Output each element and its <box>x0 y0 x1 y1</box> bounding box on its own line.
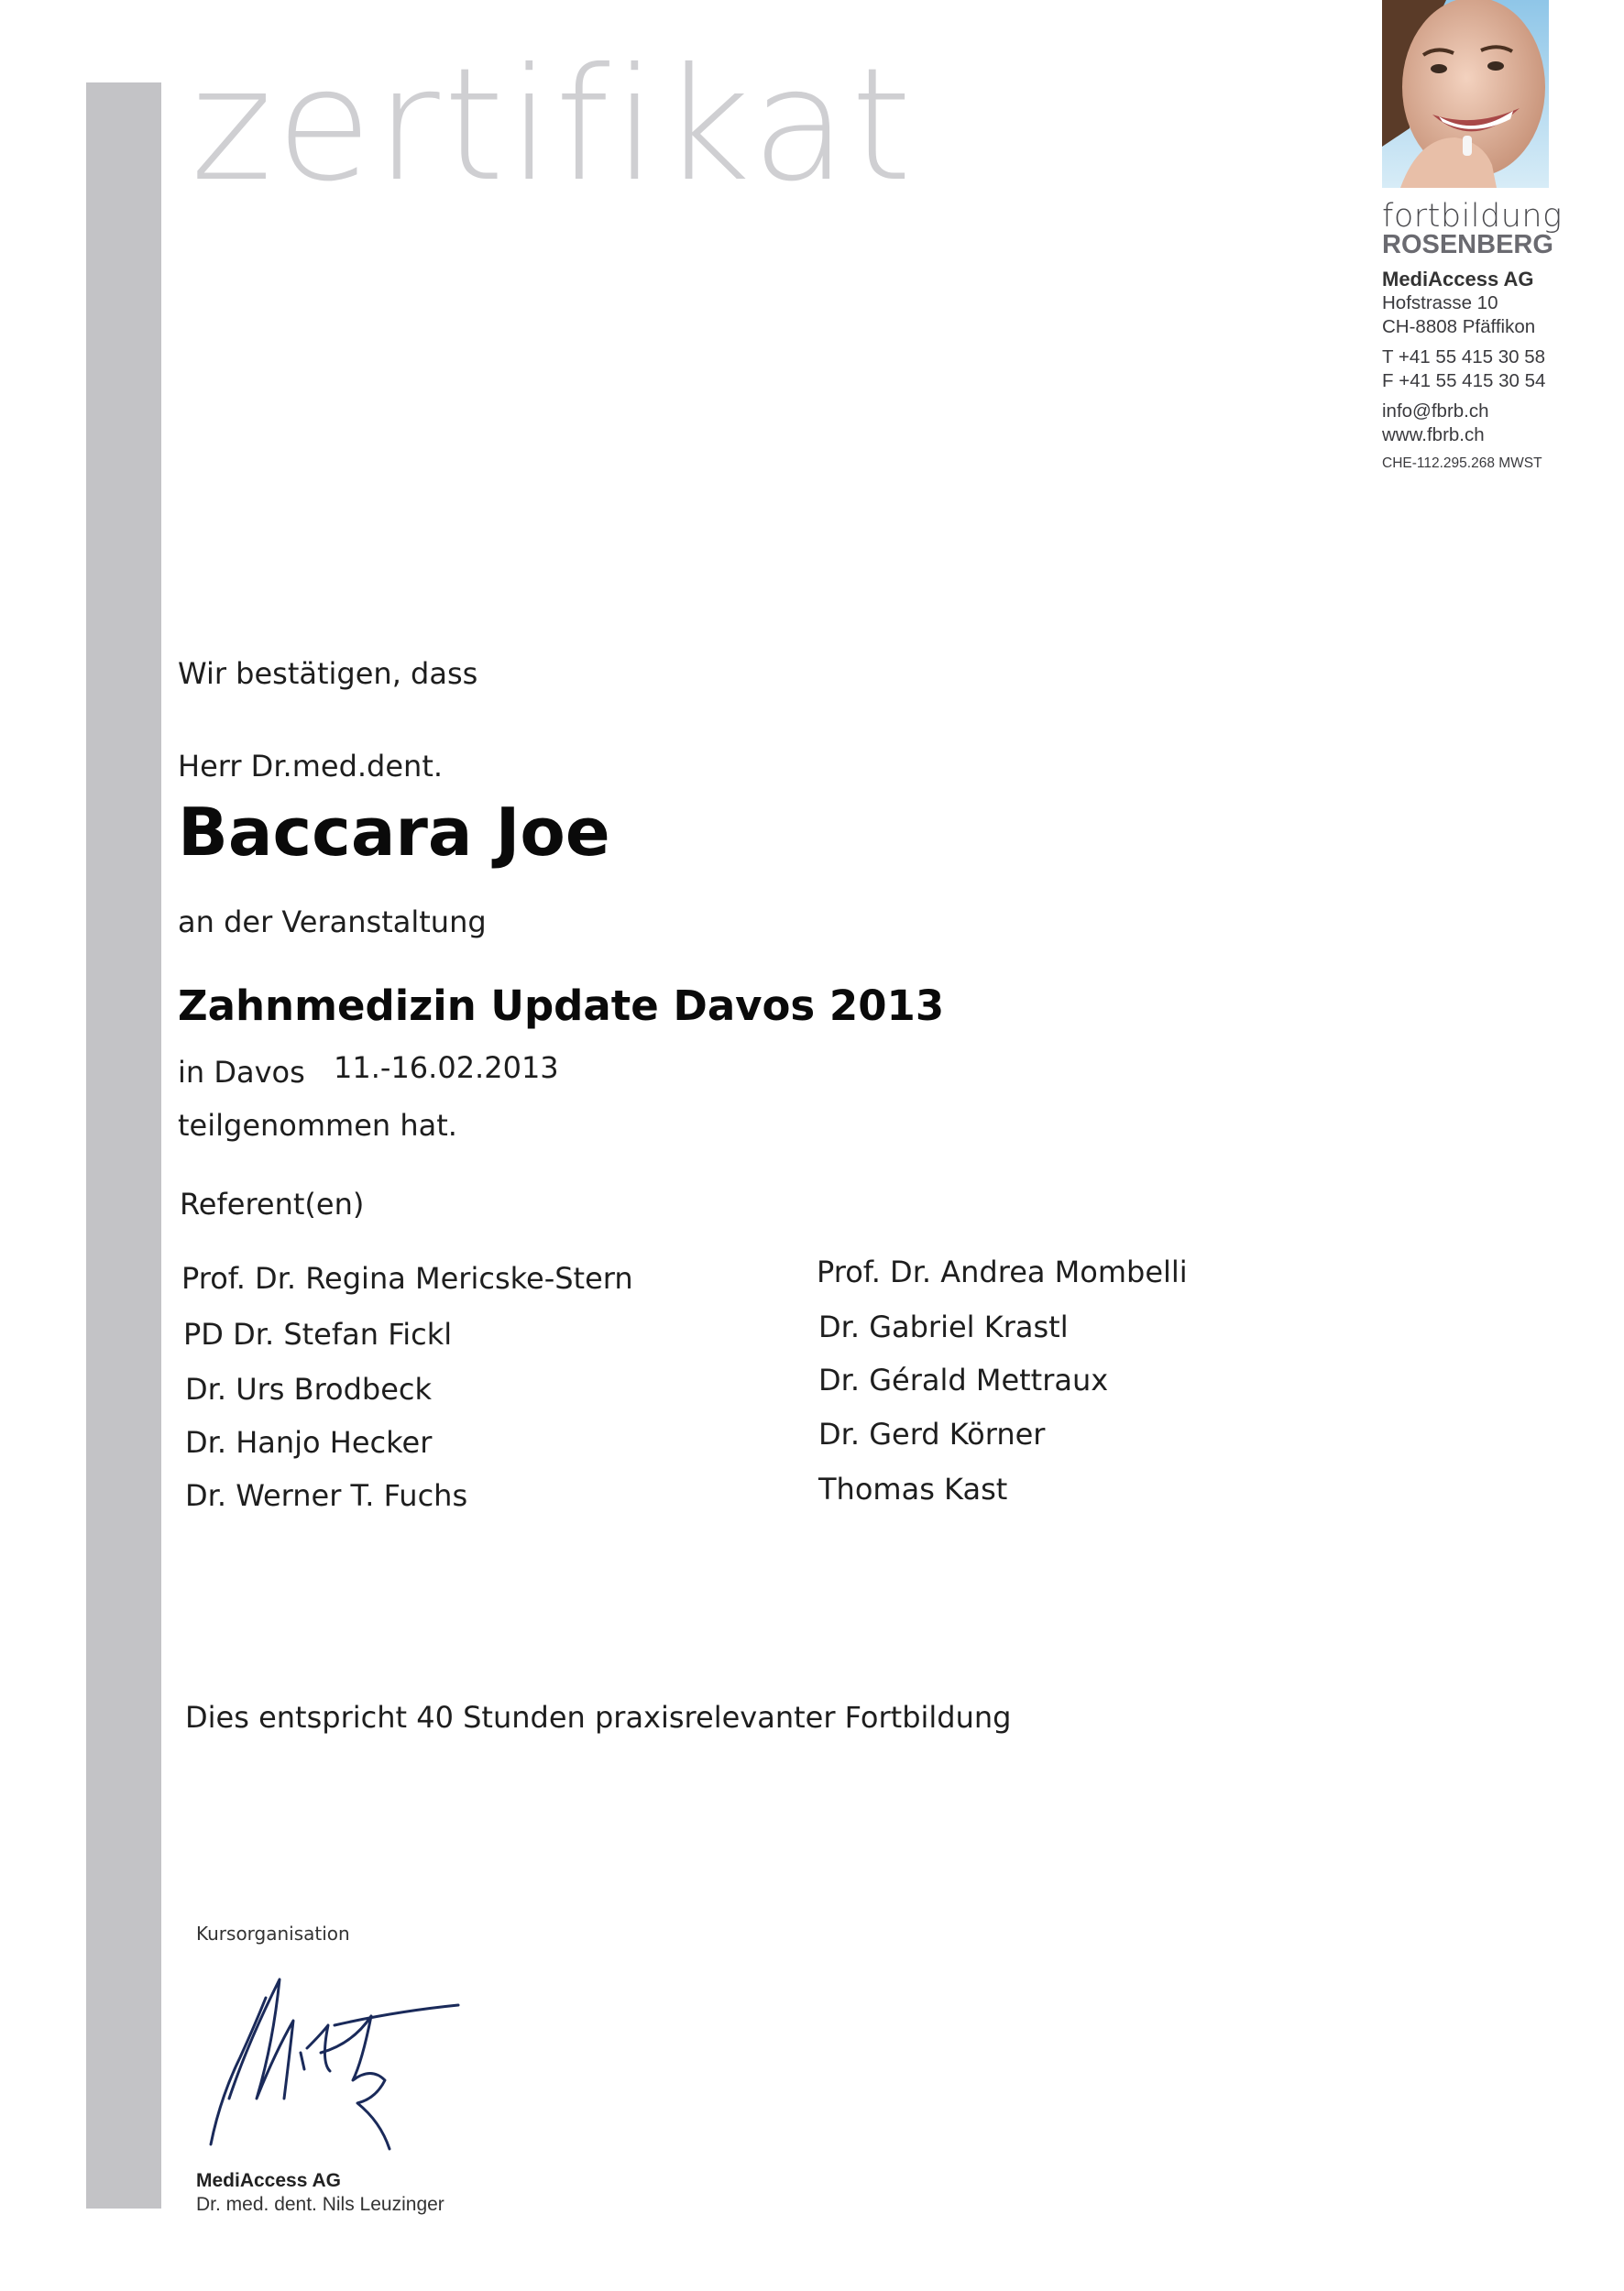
speaker-left-5: Dr. Werner T. Fuchs <box>185 1478 468 1513</box>
speaker-right-4: Dr. Gerd Körner <box>818 1417 1046 1452</box>
address-block <box>1382 268 1611 474</box>
brand-logo-top: fortbildung <box>1382 198 1563 235</box>
speaker-left-2: PD Dr. Stefan Fickl <box>183 1317 453 1352</box>
decorative-gray-bar <box>86 82 161 2209</box>
salutation-text: Herr Dr.med.dent. <box>178 749 444 784</box>
address-company: MediAccess AG <box>1382 268 1534 290</box>
speaker-right-1: Prof. Dr. Andrea Mombelli <box>817 1255 1188 1289</box>
speaker-left-3: Dr. Urs Brodbeck <box>185 1372 433 1407</box>
brand-photo <box>1382 0 1549 188</box>
speaker-right-3: Dr. Gérald Mettraux <box>818 1363 1109 1398</box>
address-city: CH-8808 Pfäffikon <box>1382 316 1536 337</box>
signature-person: Dr. med. dent. Nils Leuzinger <box>196 2194 444 2215</box>
certificate-title: zertifikat <box>191 35 916 216</box>
intro-text: Wir bestätigen, dass <box>178 656 478 691</box>
event-intro-text: an der Veranstaltung <box>178 904 487 939</box>
signature-image <box>192 1961 486 2154</box>
recipient-name: Baccara Joe <box>178 794 610 871</box>
speaker-right-5: Thomas Kast <box>818 1472 1008 1507</box>
event-dates: 11.-16.02.2013 <box>334 1050 559 1085</box>
event-title: Zahnmedizin Update Davos 2013 <box>178 981 945 1030</box>
speaker-right-2: Dr. Gabriel Krastl <box>818 1310 1069 1344</box>
address-street: Hofstrasse 10 <box>1382 292 1498 313</box>
hours-statement: Dies entspricht 40 Stunden praxisrelevanter Fortbildung <box>185 1700 1012 1735</box>
address-fax: F +41 55 415 30 54 <box>1382 370 1546 391</box>
signature-label: Kursorganisation <box>196 1923 350 1945</box>
participated-text: teilgenommen hat. <box>178 1108 457 1143</box>
signature-company: MediAccess AG <box>196 2170 341 2191</box>
speaker-left-1: Prof. Dr. Regina Mericske-Stern <box>181 1261 633 1296</box>
event-location: in Davos <box>178 1055 305 1090</box>
address-web: www.fbrb.ch <box>1382 424 1485 445</box>
address-email: info@fbrb.ch <box>1382 400 1489 422</box>
speaker-left-4: Dr. Hanjo Hecker <box>185 1425 433 1460</box>
brand-logo <box>1382 200 1611 258</box>
address-vat: CHE-112.295.268 MWST <box>1382 455 1542 471</box>
brand-logo-bottom: ROSENBERG <box>1382 230 1553 259</box>
speakers-label: Referent(en) <box>180 1187 365 1222</box>
address-phone: T +41 55 415 30 58 <box>1382 346 1546 367</box>
